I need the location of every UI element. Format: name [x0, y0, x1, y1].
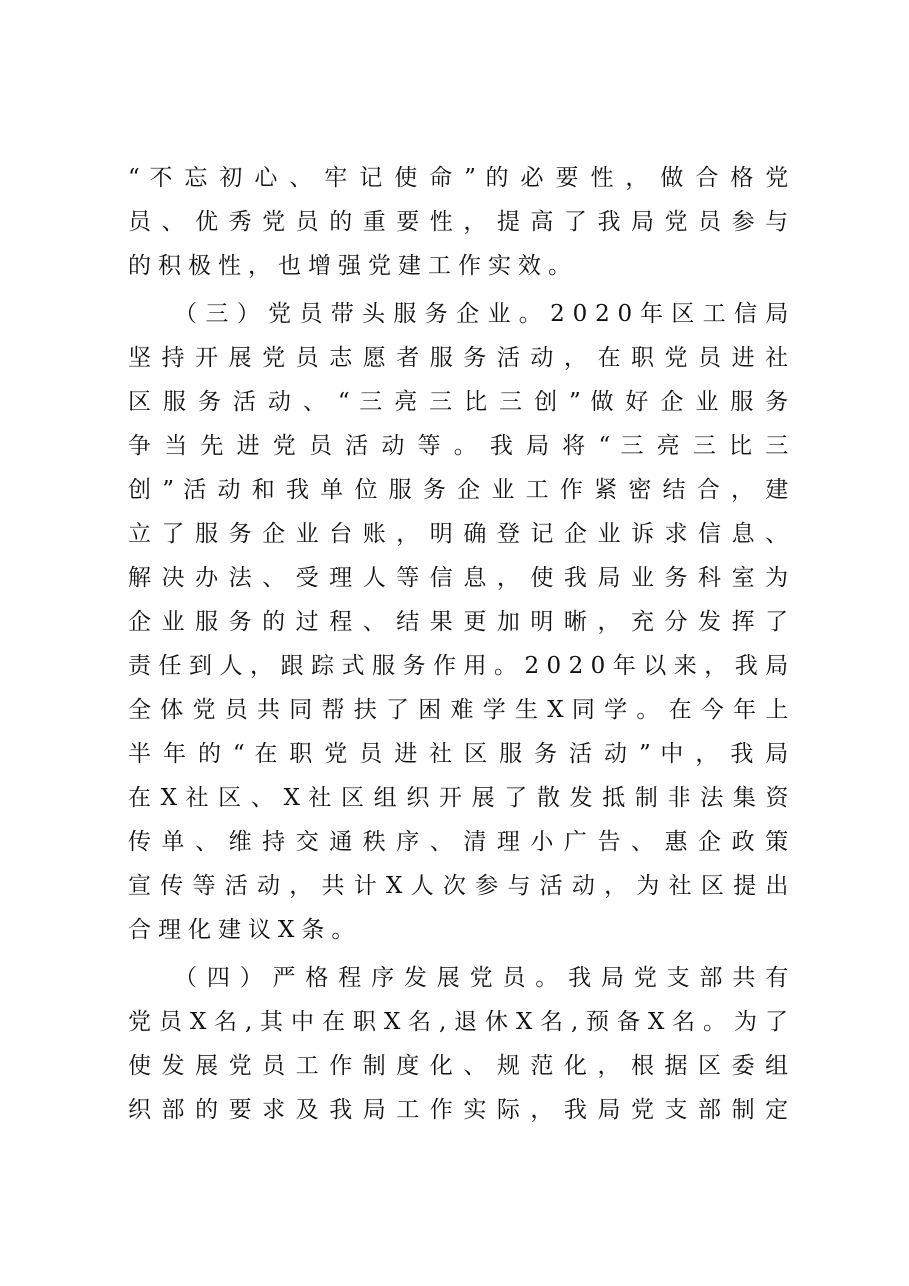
paragraph-3: [128, 956, 788, 1132]
text-line: 企 业 服 务 的 过 程 、 结 果 更 加 明 晰 ， 充 分 发 挥 了: [128, 609, 789, 635]
text-line: 坚 持 开 展 党 员 志 愿 者 服 务 活 动 ， 在 职 党 员 进 社: [128, 345, 789, 371]
text-line: 党 员 X 名 , 其 中 在 职 X 名 , 退 休 X 名 , 预 备 X 名 。 为 了: [128, 1009, 789, 1035]
text-line: 在 X 社 区 、 X 社 区 组 织 开 展 了 散 发 抵 制 非 法 集 资: [128, 785, 789, 811]
text-line: 区 服 务 活 动 、 “ 三 亮 三 比 三 创 ” 做 好 企 业 服 务: [128, 389, 789, 415]
text-line: 全 体 党 员 共 同 帮 扶 了 困 难 学 生 X 同 学 。 在 今 年 上: [128, 697, 789, 723]
text-line: （ 三 ） 党 员 带 头 服 务 企 业 。 2 0 2 0 年 区 工 信 局: [174, 301, 789, 327]
text-line: 宣 传 等 活 动 ， 共 计 X 人 次 参 与 活 动 ， 为 社 区 提 出: [128, 873, 789, 899]
text-line: 解 决 办 法 、 受 理 人 等 信 息 ， 使 我 局 业 务 科 室 为: [128, 565, 789, 591]
text-line: （ 四 ） 严 格 程 序 发 展 党 员 。 我 局 党 支 部 共 有: [174, 965, 789, 991]
text-line: 立 了 服 务 企 业 台 账 ， 明 确 登 记 企 业 诉 求 信 息 、: [128, 521, 789, 547]
paragraph-1: [128, 156, 788, 288]
document-body: [128, 156, 788, 1132]
text-line: 使 发 展 党 员 工 作 制 度 化 、 规 范 化 ， 根 据 区 委 组: [128, 1053, 789, 1079]
text-line: 创 ” 活 动 和 我 单 位 服 务 企 业 工 作 紧 密 结 合 ， 建: [128, 477, 789, 503]
text-line: 织 部 的 要 求 及 我 局 工 作 实 际 ， 我 局 党 支 部 制 定: [128, 1097, 789, 1123]
text-line: 的积极性，也增强党建工作实效。: [128, 253, 578, 279]
text-line: “ 不 忘 初 心 、 牢 记 使 命 ” 的 必 要 性 ， 做 合 格 党: [128, 165, 789, 191]
text-line: 员 、 优 秀 党 员 的 重 要 性 ， 提 高 了 我 局 党 员 参 与: [128, 209, 789, 235]
paragraph-2: [128, 292, 788, 952]
text-line: 合理化建议X条。: [128, 917, 362, 943]
text-line: 传 单 、 维 持 交 通 秩 序 、 清 理 小 广 告 、 惠 企 政 策: [128, 829, 789, 855]
text-line: 争 当 先 进 党 员 活 动 等 。 我 局 将 “ 三 亮 三 比 三: [128, 433, 789, 459]
text-line: 半 年 的 “ 在 职 党 员 进 社 区 服 务 活 动 ” 中 ， 我 局: [128, 741, 789, 767]
text-line: 责 任 到 人 ， 跟 踪 式 服 务 作 用 。 2 0 2 0 年 以 来 ， 我 局: [128, 653, 789, 679]
